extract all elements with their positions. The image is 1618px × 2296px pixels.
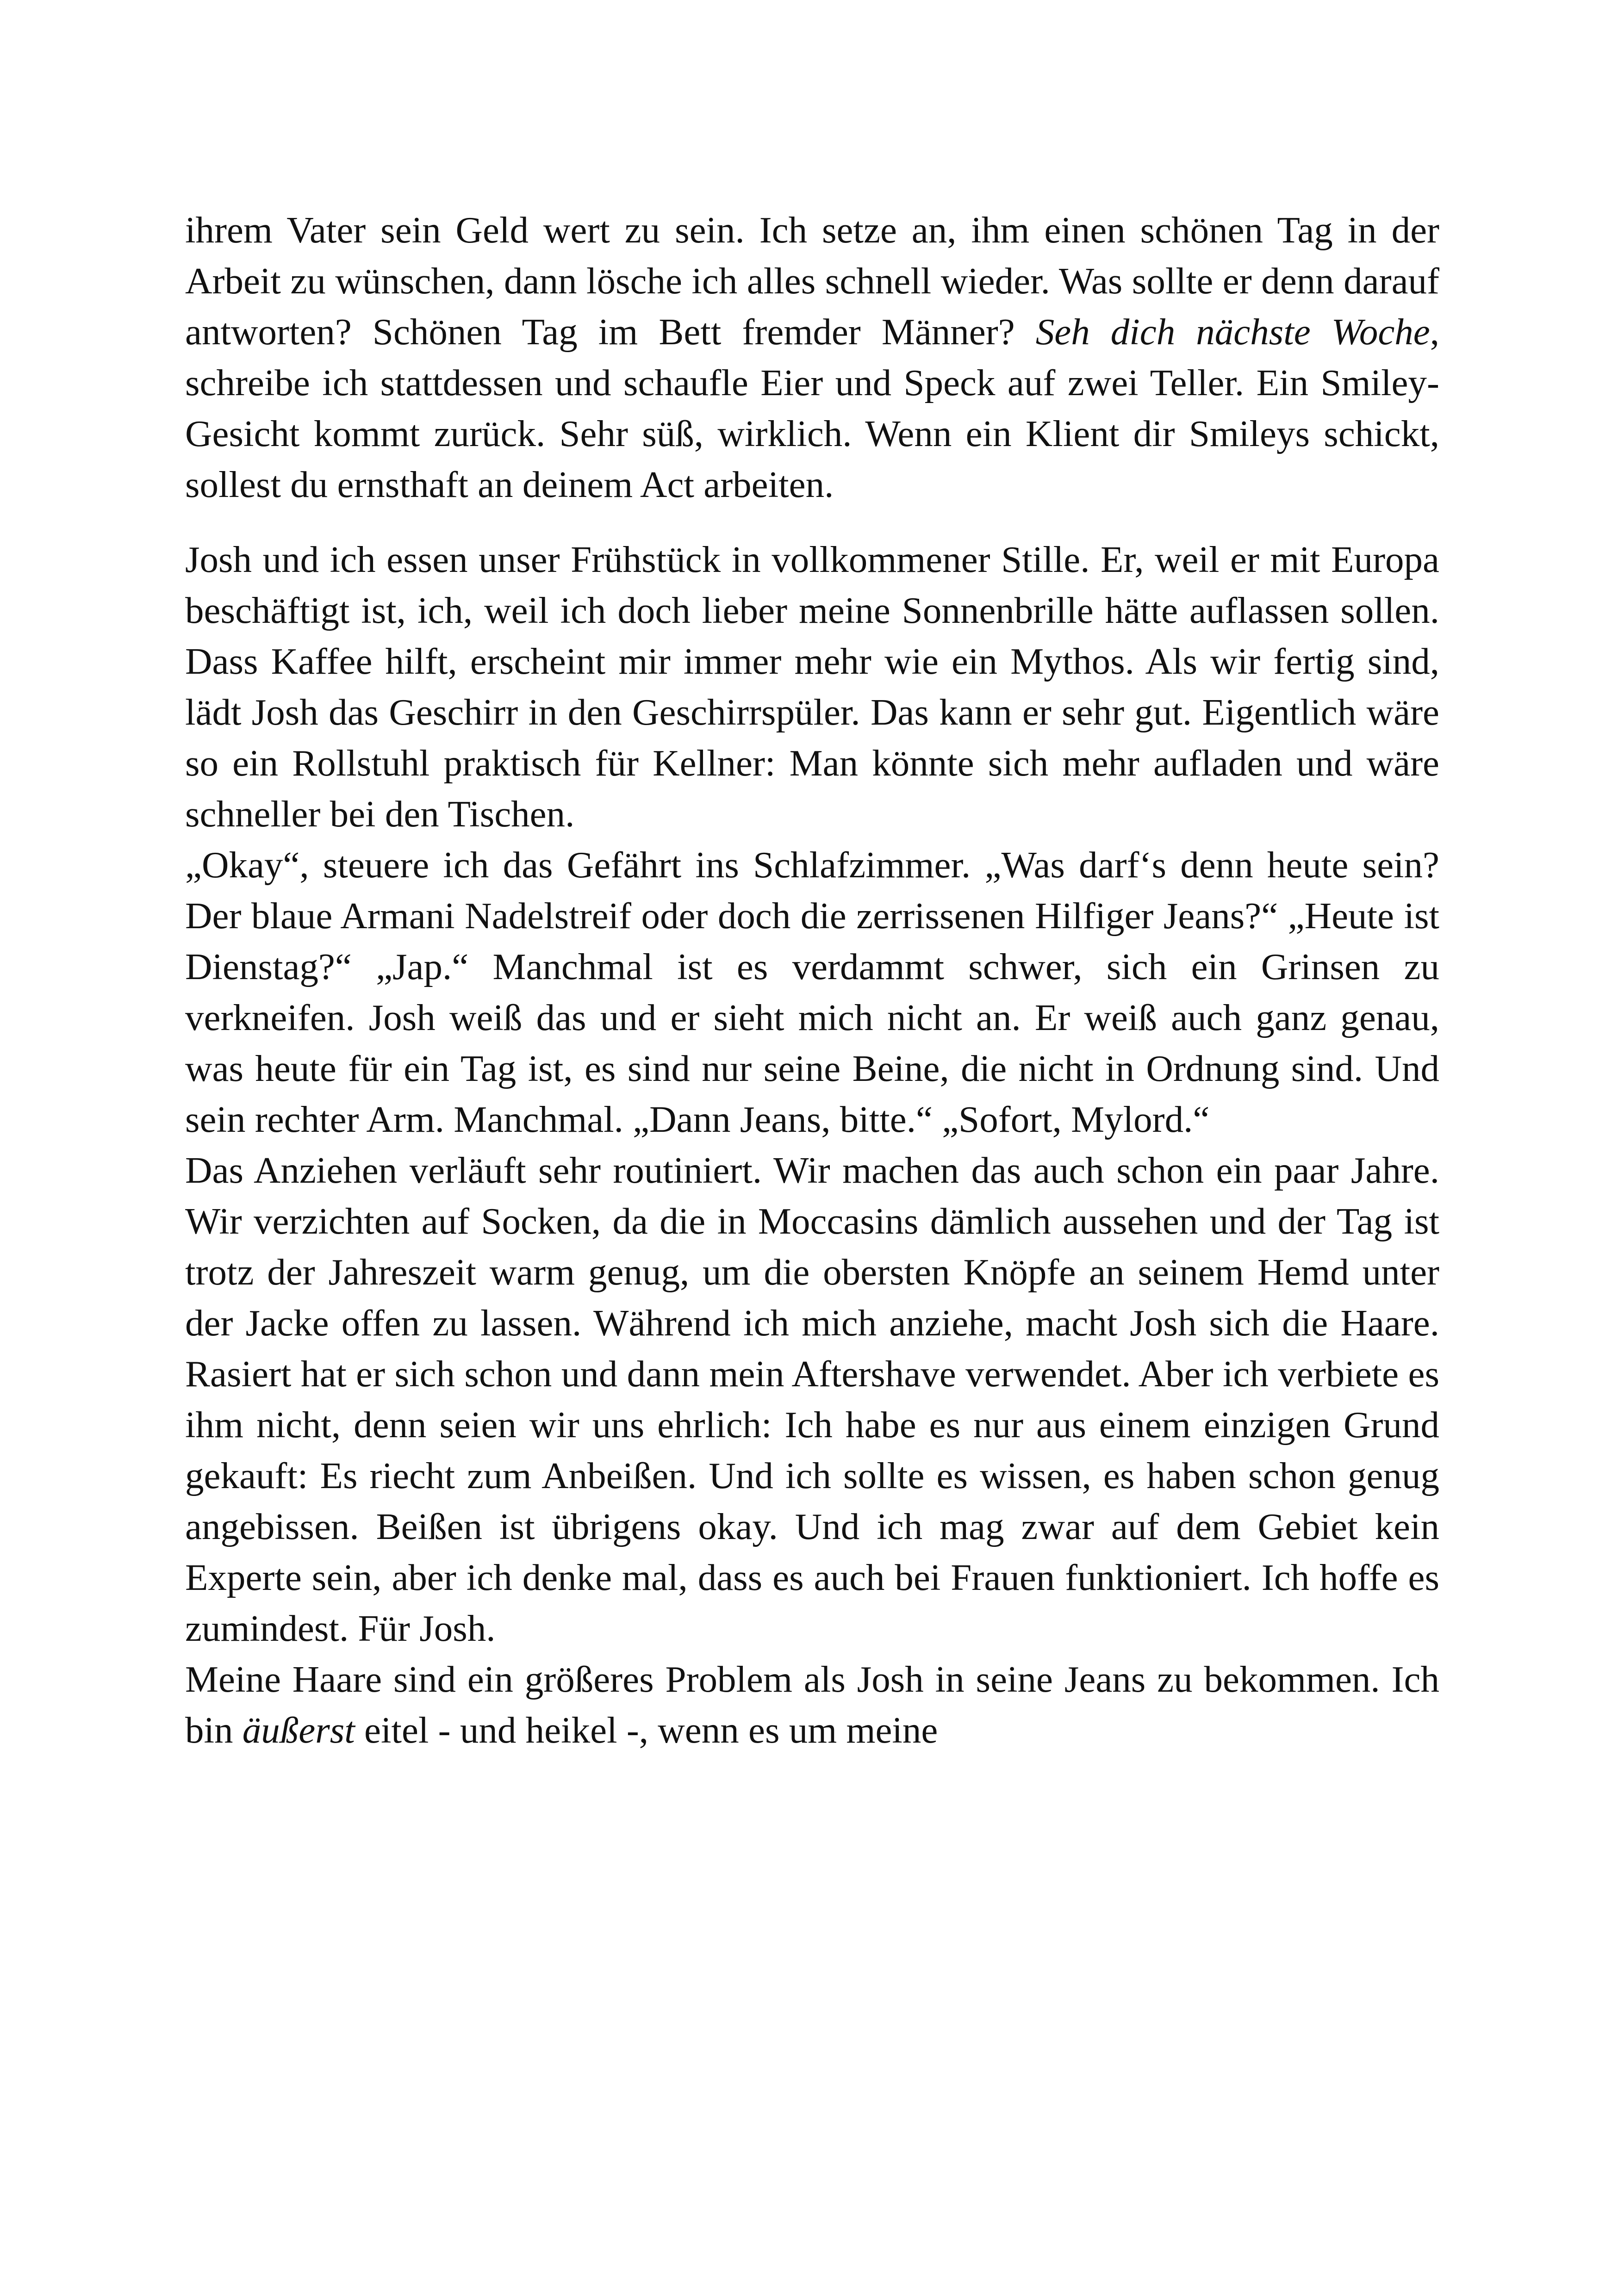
paragraph-text: , schreibe ich stattdessen und schaufle Eier und Speck auf zwei Teller. Ein Smiley-Gesicht kommt zurück. Sehr süß, wirklich. Wenn ein Klient dir Smileys schickt, sollest du ernsthaft an deinem Act arbeiten. (185, 311, 1440, 505)
paragraph-2 (185, 534, 1439, 839)
paragraph-text: eitel - und heikel -, wenn es um meine (355, 1709, 938, 1751)
italic-phrase: Seh dich nächste Woche (1035, 311, 1430, 353)
paragraph-text: „Okay“, steuere ich das Gefährt ins Schlafzimmer. „Was darf‘s denn heute sein? Der blaue Armani Nadelstreif oder doch die zerrissenen Hilfiger Jeans?“ „Heute ist Dienstag?“ „Jap.“ Manchmal ist es verdammt schwer, sich ein Grinsen zu verkneifen. Josh weiß das und er sieht mich nicht an. Er weiß auch ganz genau, was heute für ein Tag ist, es sind nur seine Beine, die nicht in Ordnung sind. Und sein rechter Arm. Manchmal. „Dann Jeans, bitte.“ „Sofort, Mylord.“ (185, 844, 1439, 1140)
paragraph-text: Meine Haare sind ein größeres Problem als Josh in seine Jeans zu bekommen. Ich bin (185, 1658, 1439, 1751)
paragraph-5 (185, 1654, 1439, 1756)
paragraph-text: ihrem Vater sein Geld wert zu sein. Ich setze an, ihm einen schönen Tag in der Arbeit zu wünschen, dann lösche ich alles schnell wieder. Was sollte er denn darauf antworten? Schönen Tag im Bett fremder Männer? (185, 209, 1439, 353)
paragraph-3 (185, 839, 1439, 1145)
paragraph-1 (185, 205, 1439, 510)
italic-phrase: äußerst (242, 1709, 355, 1751)
paragraph-text: Das Anziehen verläuft sehr routiniert. Wir machen das auch schon ein paar Jahre. Wir verzichten auf Socken, da die in Moccasins dämlich aussehen und der Tag ist trotz der Jahreszeit warm genug, um die obersten Knöpfe an seinem Hemd unter der Jacke offen zu lassen. Während ich mich anziehe, macht Josh sich die Haare. Rasiert hat er sich schon und dann mein Aftershave verwendet. Aber ich verbiete es ihm nicht, denn seien wir uns ehrlich: Ich habe es nur aus einem einzigen Grund gekauft: Es riecht zum Anbeißen. Und ich sollte es wissen, es haben schon genug angebissen. Beißen ist übrigens okay. Und ich mag zwar auf dem Gebiet kein Experte sein, aber ich denke mal, dass es auch bei Frauen funktioniert. Ich hoffe es zumindest. Für Josh. (185, 1149, 1439, 1649)
book-page-text (185, 205, 1439, 1756)
paragraph-4 (185, 1145, 1439, 1654)
paragraph-text: Josh und ich essen unser Frühstück in vollkommener Stille. Er, weil er mit Europa beschäftigt ist, ich, weil ich doch lieber meine Sonnenbrille hätte auflassen sollen. Dass Kaffee hilft, erscheint mir immer mehr wie ein Mythos. Als wir fertig sind, lädt Josh das Geschirr in den Geschirrspüler. Das kann er sehr gut. Eigentlich wäre so ein Rollstuhl praktisch für Kellner: Man könnte sich mehr aufladen und wäre schneller bei den Tischen. (185, 539, 1439, 835)
